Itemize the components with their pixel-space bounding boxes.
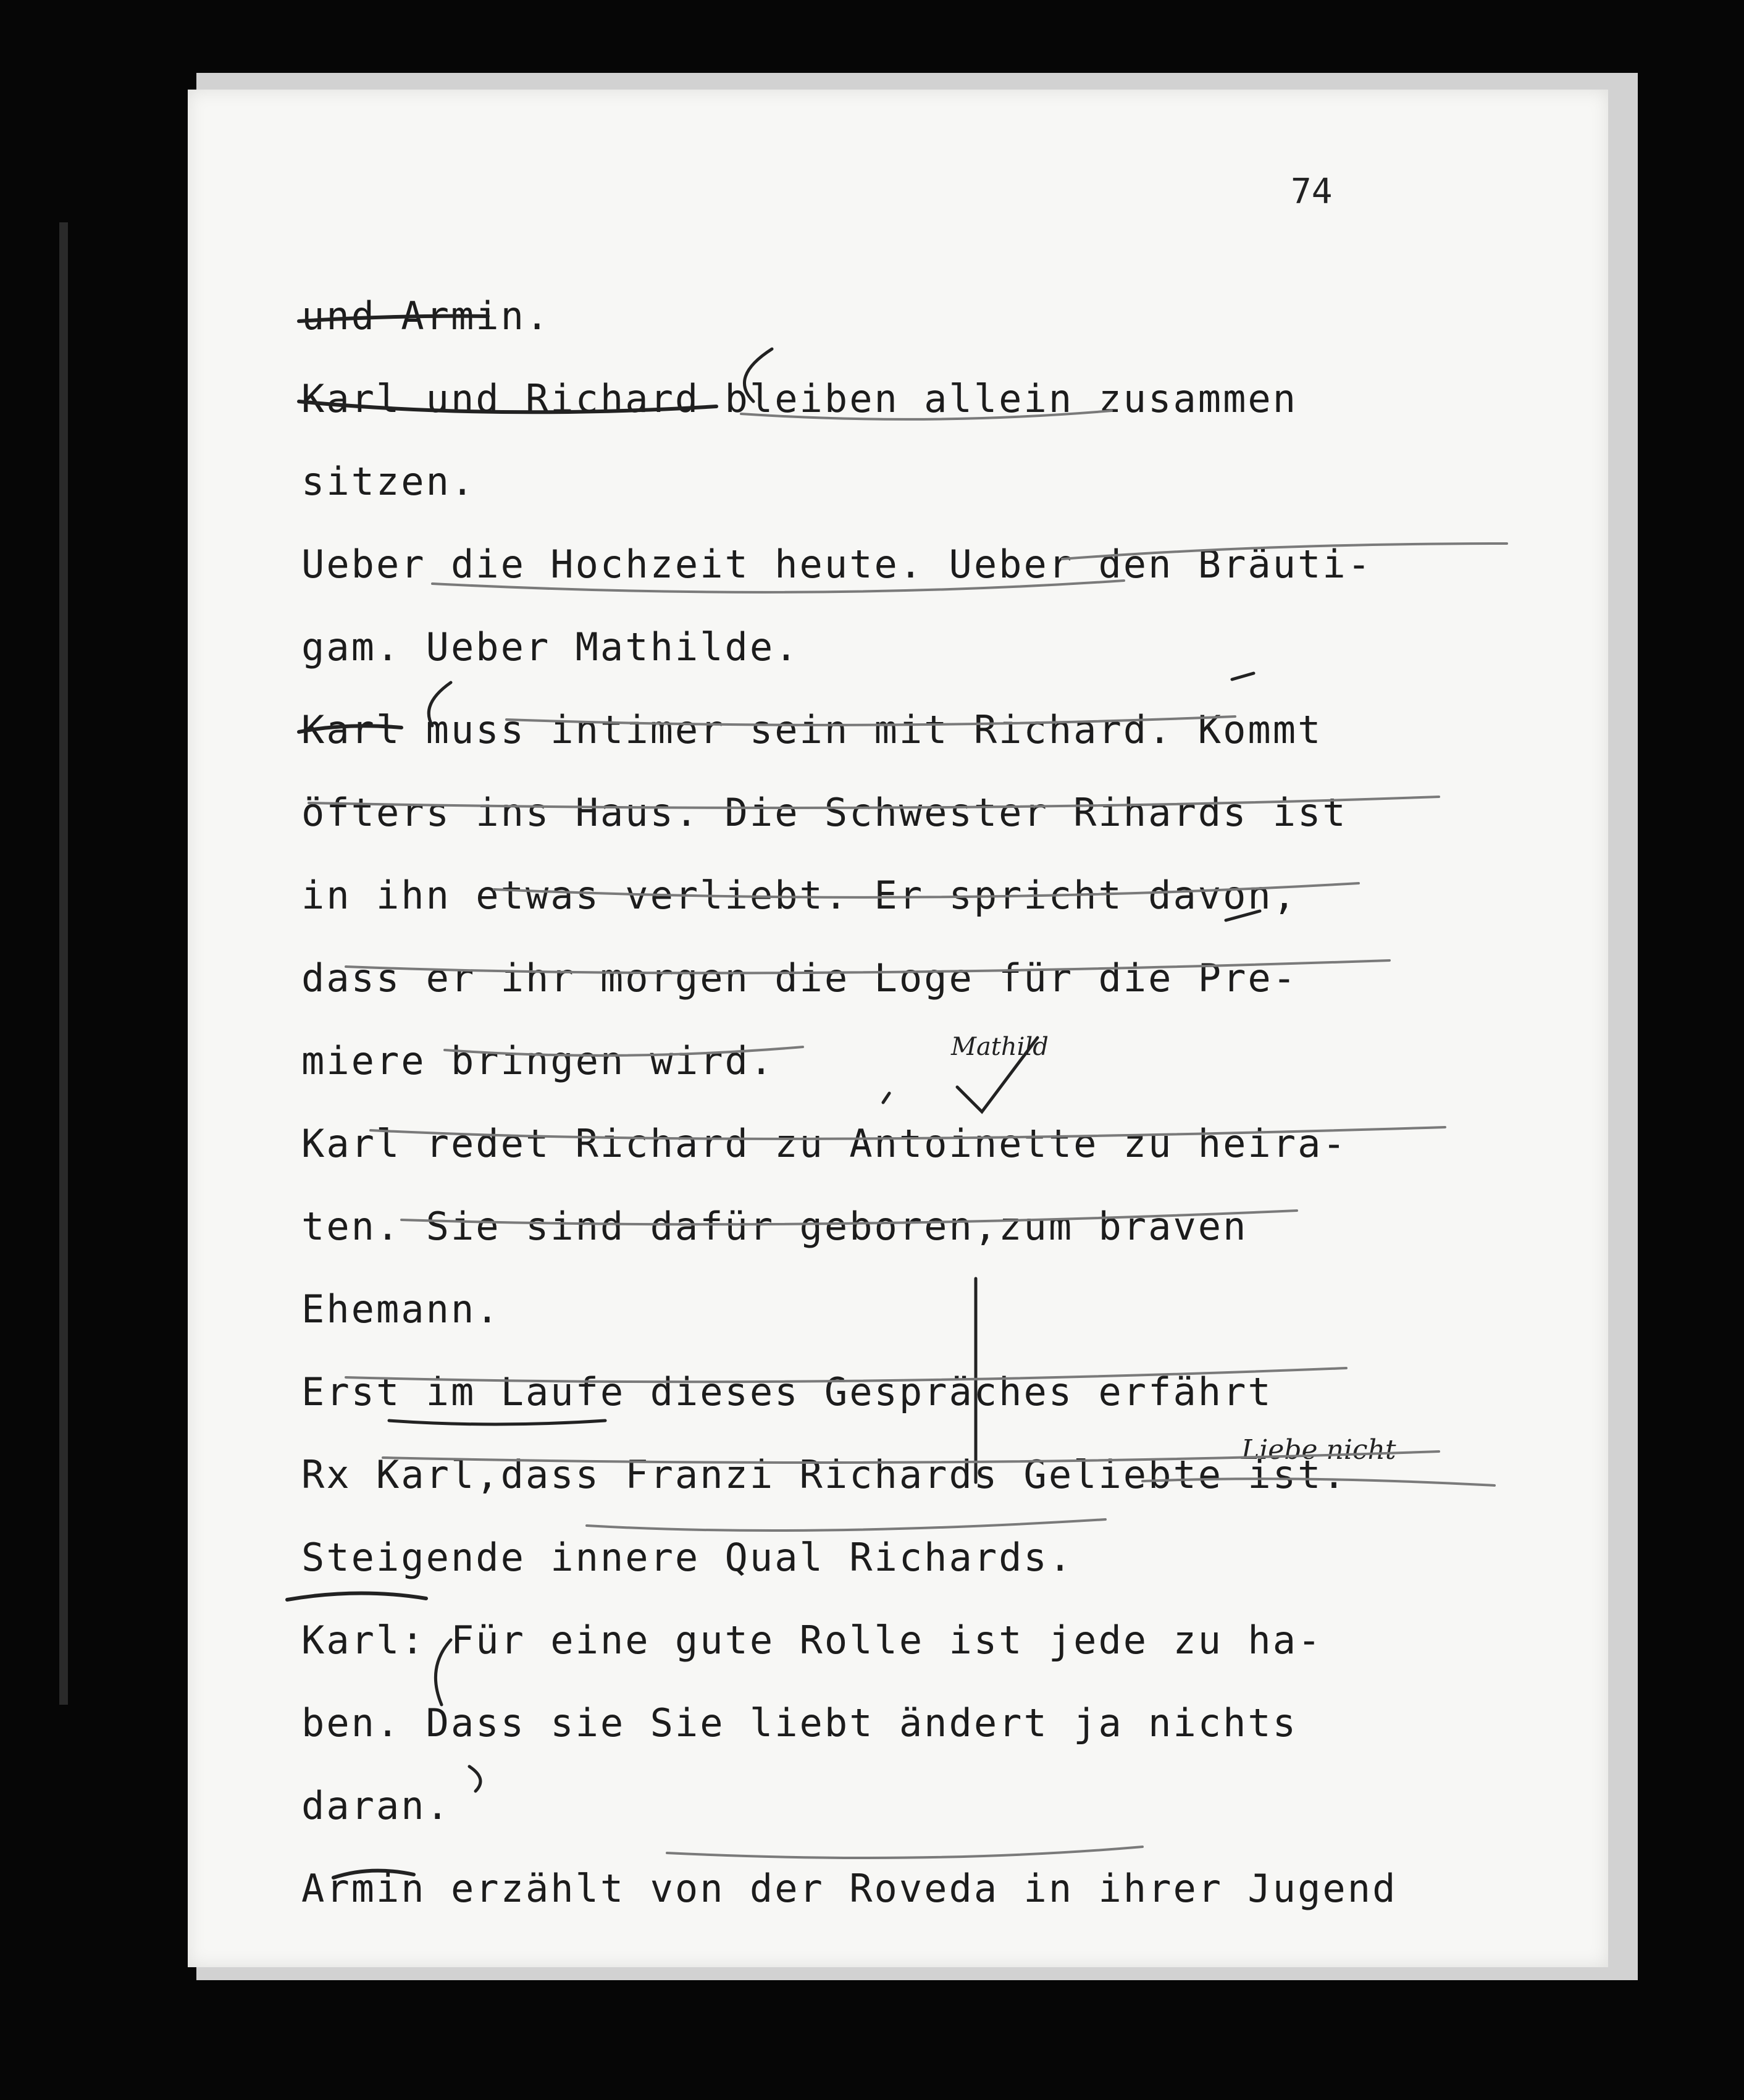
text-line: Karl muss intimer sein mit Richard. Kommt (301, 707, 1323, 752)
text-line: Karl und Richard bleiben allein zusammen (301, 376, 1298, 421)
text-line: in ihn etwas verliebt. Er spricht davon, (301, 873, 1298, 918)
handwritten-note-mathild: Mathild (951, 1033, 1049, 1061)
text-line: ten. Sie sind dafür geboren,zum braven (301, 1204, 1248, 1249)
text-line: und Armin. (301, 293, 551, 338)
text-line: Erst im Laufe dieses Gespräches erfährt (301, 1369, 1273, 1414)
typescript-text (301, 275, 1536, 1930)
text-line: Ueber die Hochzeit heute. Ueber den Bräuti- (301, 542, 1373, 587)
text-line: ben. Dass sie Sie liebt ändert ja nichts (301, 1700, 1298, 1745)
text-line: Steigende innere Qual Richards. (301, 1535, 1074, 1580)
page-number: 74 (1291, 172, 1333, 212)
text-line: gam. Ueber Mathilde. (301, 624, 800, 670)
text-line: Ehemann. (301, 1287, 501, 1332)
text-line: daran. (301, 1783, 451, 1828)
text-line: miere bringen wird. (301, 1038, 775, 1083)
text-line: sitzen. (301, 459, 476, 504)
handwritten-note-liebe-nicht: Liebe nicht (1241, 1434, 1396, 1466)
text-line: Karl: Für eine gute Rolle ist jede zu ha- (301, 1618, 1323, 1663)
text-line: Rx Karl,dass Franzi Richards Geliebte ist. (301, 1452, 1348, 1497)
text-line: dass er ihr morgen die Loge für die Pre- (301, 956, 1298, 1001)
text-line: Armin erzählt von der Roveda in ihrer Jugend (301, 1866, 1398, 1911)
text-line: öfters ins Haus. Die Schwester Rihards ist (301, 790, 1348, 835)
scan-edge-left (59, 222, 68, 1705)
text-line: Karl redet Richard zu Antoinette zu heira- (301, 1121, 1348, 1166)
